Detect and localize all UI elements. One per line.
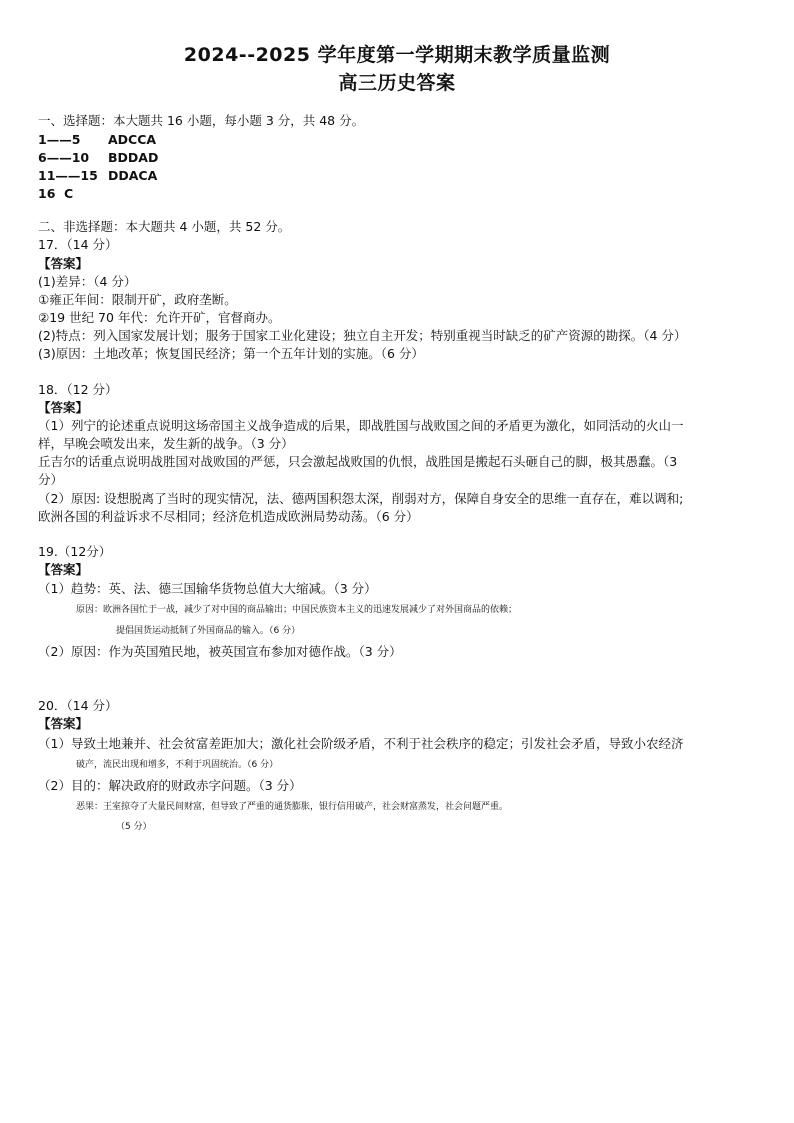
document-subtitle: 高三历史答案 bbox=[338, 72, 456, 94]
mc-answer-row bbox=[38, 185, 760, 203]
section2-heading: 二、非选择题：本大题共 4 小题，共 52 分。 bbox=[38, 219, 291, 234]
q20-line: 恶果：王室掠夺了大量民间财富，但导致了严重的通货膨胀，银行信用破产，社会财富蒸发，社会问题严重。 bbox=[76, 802, 509, 812]
q17-number: 17．（14 分） bbox=[38, 237, 118, 252]
q19-answer-label: 【答案】 bbox=[38, 562, 89, 577]
q17-line: (1)差异：（4 分） bbox=[38, 274, 137, 289]
mc-answer-row bbox=[38, 131, 760, 149]
q17-line: (3)原因：土地改革；恢复国民经济；第一个五年计划的实施。（6 分） bbox=[38, 346, 424, 361]
section1-heading: 一、选择题：本大题共 16 小题，每小题 3 分，共 48 分。 bbox=[38, 113, 365, 128]
q17-line: (2)特点：列入国家发展计划；服务于国家工业化建设；独立自主开发；特别重视当时缺乏的矿产资源的勘探。（4 分） bbox=[38, 328, 687, 343]
q20-line: （5 分） bbox=[116, 822, 152, 832]
mc-letters: C bbox=[64, 186, 74, 201]
mc-range: 6——10 bbox=[38, 150, 90, 165]
q17-answer-label: 【答案】 bbox=[38, 256, 89, 271]
q18-line: 分） bbox=[38, 472, 64, 487]
q18-line: 欧洲各国的利益诉求不尽相同；经济危机造成欧洲局势动荡。（6 分） bbox=[38, 509, 419, 524]
q20-line: （1）导致土地兼并、社会贫富差距加大；激化社会阶级矛盾，不利于社会秩序的稳定；引发社会矛盾，导致小农经济 bbox=[38, 736, 684, 751]
q20-line: （2）目的：解决政府的财政赤字问题。（3 分） bbox=[38, 778, 302, 793]
q18-line: 样，早晚会喷发出来，发生新的战争。（3 分） bbox=[38, 436, 294, 451]
q17-line: ②19 世纪 70 年代：允许开矿，官督商办。 bbox=[38, 310, 281, 325]
q18-number: 18．（12 分） bbox=[38, 382, 118, 397]
q18-line: （1）列宁的论述重点说明这场帝国主义战争造成的后果，即战胜国与战败国之间的矛盾更为激化，如同活动的火山一 bbox=[38, 418, 684, 433]
q20-line: 破产，流民出现和增多，不利于巩固统治。（6 分） bbox=[76, 760, 279, 770]
q18-answer-label: 【答案】 bbox=[38, 400, 89, 415]
q19-number: 19.（12分） bbox=[38, 544, 112, 559]
mc-letters: ADCCA bbox=[108, 132, 157, 147]
mc-letters: DDACA bbox=[108, 168, 158, 183]
q19-line: 原因：欧洲各国忙于一战，减少了对中国的商品输出；中国民族资本主义的迅速发展减少了对外国商品的依赖； bbox=[76, 605, 518, 615]
q17-line: ①雍正年间：限制开矿，政府垄断。 bbox=[38, 292, 237, 307]
mc-answer-row bbox=[38, 167, 760, 185]
q19-line: （2）原因：作为英国殖民地，被英国宣布参加对德作战。（3 分） bbox=[38, 644, 402, 659]
q18-line: （2）原因: 设想脱离了当时的现实情况，法、德两国积怨太深，削弱对方，保障自身安全的思维一直存在，难以调和; bbox=[38, 491, 684, 506]
mc-range: 16 bbox=[38, 186, 56, 201]
q18-line: 丘吉尔的话重点说明战胜国对战败国的严惩，只会激起战败国的仇恨，战胜国是搬起石头砸自己的脚，极其愚蠢。（3 bbox=[38, 454, 678, 469]
mc-letters: BDDAD bbox=[108, 150, 159, 165]
document-title: 2024--2025 学年度第一学期期末教学质量监测 bbox=[183, 44, 611, 66]
mc-answer-row bbox=[38, 149, 760, 167]
q20-answer-label: 【答案】 bbox=[38, 716, 89, 731]
mc-range: 1——5 bbox=[38, 132, 81, 147]
q19-line: （1）趋势：英、法、德三国输华货物总值大大缩减。（3 分） bbox=[38, 581, 377, 596]
q19-line: 提倡国货运动抵制了外国商品的输入。（6 分） bbox=[116, 626, 301, 636]
q20-number: 20．（14 分） bbox=[38, 698, 118, 713]
mc-range: 11——15 bbox=[38, 168, 98, 183]
